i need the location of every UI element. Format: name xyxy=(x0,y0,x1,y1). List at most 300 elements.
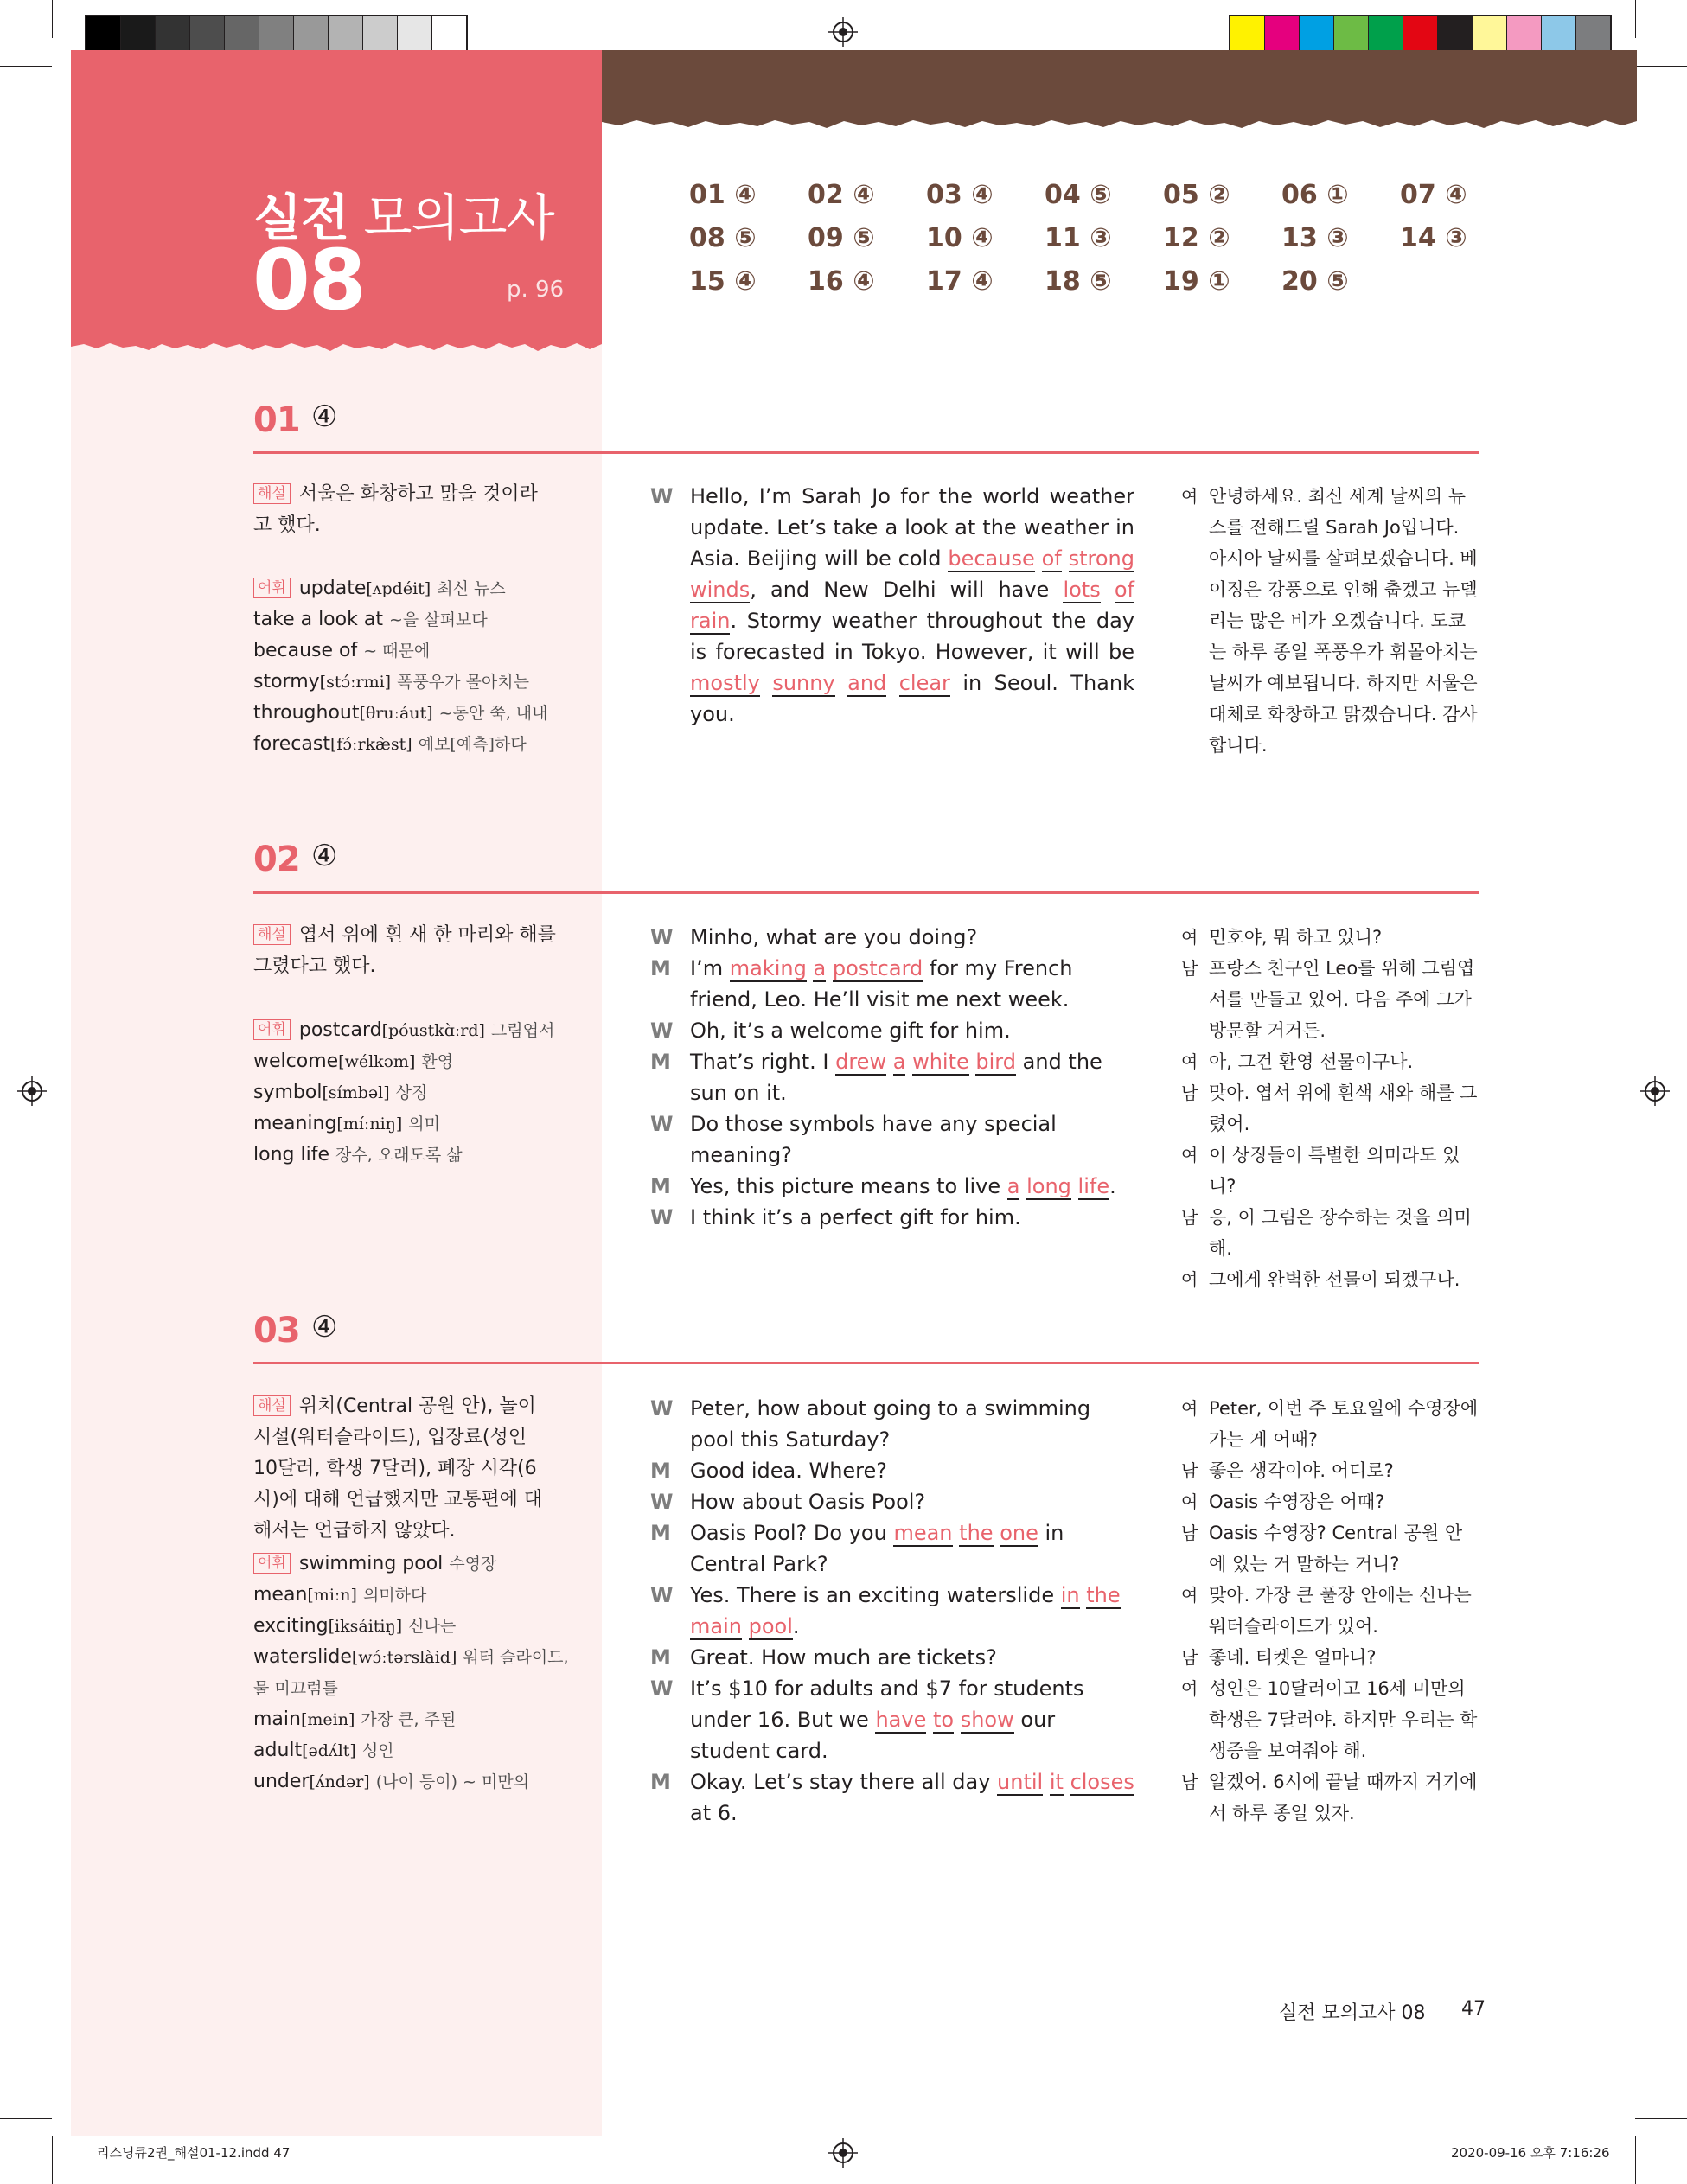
dialogue-body xyxy=(690,1015,1134,1046)
dialogue-body xyxy=(690,1455,1134,1486)
vocab-phonetic: [ʌ́ndər] xyxy=(309,1772,370,1791)
speaker-label: 남 xyxy=(1181,1523,1198,1543)
highlighted-phrase: rain xyxy=(690,609,731,633)
answer-key-item: 10 ④ xyxy=(926,223,994,253)
speaker-label: 남 xyxy=(1181,1460,1198,1481)
transcript-text: Peter, how about going to a swimming pool this Saturday? xyxy=(690,1396,1091,1452)
slug-date: 2020-09-16 오후 7:16:26 xyxy=(1451,2145,1610,2161)
vocab-item xyxy=(253,698,547,729)
vocab-item xyxy=(253,1611,456,1642)
transcript xyxy=(650,481,1134,730)
highlighted-phrase: a xyxy=(1006,1174,1020,1198)
speaker-label: W xyxy=(650,1676,674,1701)
transcript-text xyxy=(926,1708,933,1732)
translation-text: 맞아. 엽서 위에 흰색 새와 해를 그렸어. xyxy=(1209,1082,1478,1134)
transcript-text: . xyxy=(1109,1174,1116,1198)
transcript-text: and the sun on it. xyxy=(690,1050,1102,1105)
vocab-item xyxy=(253,1642,569,1673)
transcript-text: , and New Delhi will have xyxy=(750,578,1064,602)
vocab-meaning: 가장 큰, 주된 xyxy=(361,1710,457,1729)
dialogue-line xyxy=(650,1455,1134,1486)
highlighted-phrase: because xyxy=(948,546,1035,571)
highlighted-phrase: white xyxy=(912,1050,969,1074)
highlighted-phrase: long xyxy=(1026,1174,1071,1198)
translation xyxy=(1181,1393,1479,1829)
dialogue-body xyxy=(690,1171,1134,1202)
vocab-meaning: 성인 xyxy=(361,1741,394,1760)
question-number: 02 xyxy=(253,840,300,879)
translation-text: 이 상징들이 특별한 의미라도 있니? xyxy=(1209,1145,1460,1197)
vocab-word: main xyxy=(253,1708,301,1730)
speaker-label: W xyxy=(650,484,674,508)
highlighted-phrase: of xyxy=(1041,546,1062,571)
speaker-label: 여 xyxy=(1181,1269,1198,1290)
speaker-label: W xyxy=(650,1019,674,1043)
dialogue-line xyxy=(650,1171,1134,1202)
transcript-text: our student card. xyxy=(690,1708,1056,1763)
dialogue-line xyxy=(650,1486,1134,1517)
crop-mark xyxy=(1635,2118,1687,2119)
translation-text: 좋네. 티켓은 얼마니? xyxy=(1209,1647,1377,1668)
vocab-item xyxy=(253,1108,440,1140)
vocab-meaning: ~ 때문에 xyxy=(363,642,431,661)
translation-line xyxy=(1181,953,1479,1046)
transcript-text xyxy=(953,1521,960,1545)
translation-line xyxy=(1181,1393,1479,1455)
highlighted-phrase: mean xyxy=(893,1521,953,1545)
transcript-text: That’s right. I xyxy=(690,1050,836,1074)
question-number: 01 xyxy=(253,400,300,440)
transcript-text xyxy=(760,671,772,695)
vocab-phonetic: [mein] xyxy=(300,1710,355,1729)
color-swatch xyxy=(1369,16,1403,50)
transcript-text: Good idea. Where? xyxy=(690,1459,888,1483)
color-swatch xyxy=(121,16,156,50)
transcript-text xyxy=(835,671,847,695)
translation-line xyxy=(1181,1077,1479,1140)
transcript-text: Okay. Let’s stay there all day xyxy=(690,1770,998,1794)
highlighted-phrase: making xyxy=(729,956,807,980)
translation-line xyxy=(1181,1486,1479,1517)
vocab-word: meaning xyxy=(253,1113,337,1134)
vocab-meaning: 의미하다 xyxy=(362,1586,427,1605)
registration-mark-icon xyxy=(828,17,858,47)
speaker-label: 여 xyxy=(1181,486,1198,507)
running-title: 실전 모의고사 08 xyxy=(1279,2002,1426,2024)
section-rule xyxy=(253,891,1479,894)
transcript-text: in Seoul. Thank you. xyxy=(690,671,1134,726)
speaker-label: M xyxy=(650,1050,671,1074)
crop-mark xyxy=(52,2136,53,2184)
vocab-word: exciting xyxy=(253,1615,329,1637)
vocab-tag: 어휘 xyxy=(253,578,291,598)
vocab-item xyxy=(253,635,430,667)
transcript-text: Minho, what are you doing? xyxy=(690,925,978,949)
speaker-label: M xyxy=(650,1521,671,1545)
crop-mark xyxy=(1635,66,1687,67)
color-swatch xyxy=(1542,16,1576,50)
page-reference: p. 96 xyxy=(507,277,565,303)
translation-line xyxy=(1181,1140,1479,1202)
transcript-line xyxy=(650,481,1134,730)
answer-key-item: 08 ⑤ xyxy=(689,223,757,253)
color-swatch xyxy=(1473,16,1507,50)
header-brown-band xyxy=(602,50,1637,119)
dialogue-line xyxy=(650,1517,1134,1580)
vocab-meaning: (나이 등이) ~ 미만의 xyxy=(375,1772,530,1791)
color-swatch xyxy=(329,16,363,50)
highlighted-phrase: show xyxy=(960,1708,1014,1732)
dialogue-line xyxy=(650,1108,1134,1171)
dialogue-body xyxy=(690,1580,1134,1642)
explanation-text: 위치(Central 공원 안), 놀이 시설(워터슬라이드), 입장료(성인 10달러, 학생 7달러), 폐장 시각(6시)에 대해 언급했지만 교통편에 대해서는 언급하지 않았다. xyxy=(253,1395,543,1542)
transcript-text: I’m xyxy=(690,956,730,980)
vocab-word: because of xyxy=(253,640,358,661)
vocab-word: take a look at xyxy=(253,609,383,630)
vocab-phonetic: [póustkɑ̀ːrd] xyxy=(381,1021,485,1040)
color-swatch xyxy=(1334,16,1369,50)
vocab-word: throughout xyxy=(253,702,360,724)
highlighted-phrase: of xyxy=(1114,578,1134,602)
vocab-meaning: 상징 xyxy=(395,1083,428,1102)
dialogue-body xyxy=(690,1766,1134,1829)
vocab-item xyxy=(253,1549,496,1580)
transcript-text xyxy=(1101,578,1115,602)
color-swatch xyxy=(1265,16,1300,50)
dialogue-line xyxy=(650,1580,1134,1642)
translation-line xyxy=(1181,922,1479,953)
process-color-bar xyxy=(1229,15,1612,52)
transcript-text xyxy=(954,1708,961,1732)
vocab-phonetic: [miːn] xyxy=(307,1586,357,1605)
answer-key-item: 02 ④ xyxy=(808,180,875,210)
crop-mark xyxy=(1635,0,1636,38)
vocab-item xyxy=(253,1673,338,1704)
translation-text: 알겠어. 6시에 끝날 때까지 거기에서 하루 종일 있자. xyxy=(1209,1772,1478,1823)
answer-key-item: 06 ① xyxy=(1281,180,1349,210)
dialogue-line xyxy=(650,953,1134,1015)
translation-text: 좋은 생각이야. 어디로? xyxy=(1209,1460,1394,1481)
vocab-item xyxy=(253,667,529,698)
highlighted-phrase: main xyxy=(690,1614,742,1638)
vocab-phonetic: [míːniŋ] xyxy=(336,1114,403,1134)
vocab-meaning: ~동안 쭉, 내내 xyxy=(438,704,548,723)
dialogue-body xyxy=(690,1202,1134,1233)
color-swatch xyxy=(225,16,259,50)
answer-key-item: 13 ③ xyxy=(1281,223,1349,253)
vocab-meaning: ~을 살펴보다 xyxy=(388,610,488,629)
vocab-meaning: 예보[예측]하다 xyxy=(418,735,527,754)
color-swatch xyxy=(1300,16,1334,50)
transcript-text: . Stormy weather throughout the day is forecasted in Tokyo. However, it will be xyxy=(690,609,1134,664)
vocab-meaning: 워터 슬라이드, xyxy=(463,1648,569,1667)
vocab-item xyxy=(253,604,488,635)
speaker-label: W xyxy=(650,1583,674,1607)
vocab-tag: 어휘 xyxy=(253,1553,291,1574)
highlighted-phrase: pool xyxy=(748,1614,793,1638)
vocab-meaning: 그림엽서 xyxy=(490,1021,555,1040)
transcript-text xyxy=(1043,1770,1050,1794)
transcript-text xyxy=(1064,1770,1070,1794)
page-number: 47 xyxy=(1461,1998,1486,2020)
vocab-phonetic: [fɔ́ːrkæ̀st] xyxy=(329,735,412,754)
speaker-label: 여 xyxy=(1181,1145,1198,1165)
highlighted-phrase: the xyxy=(959,1521,994,1545)
vocab-meaning: 환영 xyxy=(421,1052,454,1071)
vocab-item xyxy=(253,729,527,760)
translation-line xyxy=(1181,1455,1479,1486)
speaker-label: W xyxy=(650,1112,674,1136)
highlighted-phrase: to xyxy=(932,1708,955,1732)
gray-color-bar xyxy=(85,15,468,52)
transcript-text xyxy=(1062,546,1069,571)
dialogue-line xyxy=(650,1673,1134,1766)
transcript-text: Oh, it’s a welcome gift for him. xyxy=(690,1019,1011,1043)
transcript xyxy=(650,1393,1134,1829)
translation-text: Peter, 이번 주 토요일에 수영장에 가는 게 어때? xyxy=(1209,1398,1479,1450)
answer-key-item: 18 ⑤ xyxy=(1045,266,1112,297)
transcript-text xyxy=(742,1614,749,1638)
speaker-label: 여 xyxy=(1181,1051,1198,1072)
translation-text: Oasis 수영장은 어때? xyxy=(1209,1491,1385,1512)
dialogue-body xyxy=(690,1517,1134,1580)
color-swatch xyxy=(190,16,225,50)
answer-key-item: 17 ④ xyxy=(926,266,994,297)
speaker-label: M xyxy=(650,956,671,980)
explanation-tag: 해설 xyxy=(253,1395,291,1416)
vocab-word: long life xyxy=(253,1144,329,1165)
highlighted-phrase: drew xyxy=(835,1050,887,1074)
highlighted-phrase: and xyxy=(847,671,887,695)
explanation xyxy=(253,920,556,982)
transcript-text: Hello, I’m Sarah Jo for the world weather update. Let’s take a look at the weather in Asia. Beijing will be cold xyxy=(690,484,1134,571)
transcript-text: . xyxy=(792,1614,800,1638)
translation-text: 그에게 완벽한 선물이 되겠구나. xyxy=(1209,1269,1460,1290)
transcript-text: Yes, this picture means to live xyxy=(690,1174,1007,1198)
color-swatch xyxy=(259,16,294,50)
transcript-text xyxy=(905,1050,912,1074)
speaker-label: M xyxy=(650,1645,671,1670)
translation-text: 아, 그건 환영 선물이구나. xyxy=(1209,1051,1414,1072)
registration-mark-icon xyxy=(1640,1076,1670,1106)
speaker-label: W xyxy=(650,1396,674,1421)
transcript-text: at 6. xyxy=(690,1801,738,1825)
section-rule xyxy=(253,451,1479,454)
color-swatch xyxy=(432,16,466,50)
highlighted-phrase: sunny xyxy=(772,671,835,695)
answer-key-item: 14 ③ xyxy=(1400,223,1467,253)
vocab-item xyxy=(253,1580,426,1611)
speaker-label: 남 xyxy=(1181,1207,1198,1228)
slug-file: 리스닝큐2권_해설01-12.indd 47 xyxy=(97,2145,291,2161)
question-answer: ④ xyxy=(311,399,338,434)
title-bold: 실전 xyxy=(253,188,349,247)
highlighted-phrase: strong xyxy=(1068,546,1134,571)
transcript-text xyxy=(1071,1174,1078,1198)
highlighted-phrase: life xyxy=(1077,1174,1110,1198)
dialogue-body xyxy=(690,1046,1134,1108)
answer-key-item: 15 ④ xyxy=(689,266,757,297)
dialogue-line xyxy=(650,1766,1134,1829)
answer-key-item: 07 ④ xyxy=(1400,180,1467,210)
highlighted-phrase: have xyxy=(875,1708,927,1732)
transcript-text: for my French friend, Leo. He’ll visit me next week. xyxy=(690,956,1073,1012)
vocab-word: welcome xyxy=(253,1050,339,1072)
dialogue-line xyxy=(650,1393,1134,1455)
transcript-text: It’s $10 for adults and $7 for students under 16. But we xyxy=(690,1676,1084,1732)
vocab-tag: 어휘 xyxy=(253,1019,291,1040)
vocab-meaning: 장수, 오래도록 삶 xyxy=(335,1146,463,1165)
transcript-text xyxy=(1019,1174,1026,1198)
vocab-word: stormy xyxy=(253,671,320,693)
vocab-word: swimming pool xyxy=(298,1553,444,1574)
transcript-text: Do those symbols have any special meaning? xyxy=(690,1112,1057,1167)
translation-line xyxy=(1181,1264,1479,1295)
highlighted-phrase: postcard xyxy=(832,956,923,980)
answer-key-item: 01 ④ xyxy=(689,180,757,210)
vocab-meaning: 최신 뉴스 xyxy=(437,579,506,598)
translation-text: 민호야, 뭐 하고 있니? xyxy=(1209,927,1383,948)
translation-line xyxy=(1181,1202,1479,1264)
answer-key-item: 09 ⑤ xyxy=(808,223,875,253)
speaker-label: 여 xyxy=(1181,1585,1198,1606)
transcript-text: Yes. There is an exciting waterslide xyxy=(690,1583,1061,1607)
color-swatch xyxy=(1403,16,1438,50)
explanation-text: 서울은 화창하고 맑을 것이라고 했다. xyxy=(253,483,538,536)
speaker-label: 여 xyxy=(1181,1398,1198,1419)
speaker-label: 남 xyxy=(1181,1772,1198,1792)
speaker-label: 남 xyxy=(1181,1082,1198,1103)
translation-line xyxy=(1181,1673,1479,1766)
vocab-word: update xyxy=(298,578,367,599)
test-number: 08 xyxy=(252,232,365,329)
highlighted-phrase: the xyxy=(1086,1583,1121,1607)
speaker-label: 남 xyxy=(1181,1647,1198,1668)
answer-key-item: 19 ① xyxy=(1163,266,1230,297)
translation-line xyxy=(1181,1766,1479,1829)
color-swatch xyxy=(294,16,329,50)
translation-line xyxy=(1181,1580,1479,1642)
section-rule xyxy=(253,1362,1479,1364)
vocab-phonetic: [iksáitiŋ] xyxy=(328,1617,403,1636)
dialogue-line xyxy=(650,922,1134,953)
vocab-phonetic: [stɔ́ːrmi] xyxy=(319,673,392,692)
crop-mark xyxy=(0,2118,52,2119)
vocab-item xyxy=(253,1015,554,1046)
vocab-item xyxy=(253,1046,453,1077)
color-swatch xyxy=(1230,16,1265,50)
speaker-label: 남 xyxy=(1181,958,1198,979)
explanation-tag: 해설 xyxy=(253,924,291,945)
transcript-text xyxy=(826,956,833,980)
vocab-phonetic: [ədʌ́lt] xyxy=(302,1741,356,1760)
dialogue-body xyxy=(690,953,1134,1015)
vocab-word: waterslide xyxy=(253,1646,352,1668)
explanation xyxy=(253,479,556,541)
speaker-label: W xyxy=(650,925,674,949)
translation-text: 안녕하세요. 최신 세계 날씨의 뉴스를 전해드릴 Sarah Jo입니다. 아시아 날씨를 살펴보겠습니다. 베이징은 강풍으로 인해 춥겠고 뉴델리는 많은 비가 오겠습니다. 도쿄는 하루 종일 폭풍우가 휘몰아치는 날씨가 예보됩니다. 하지만 서울은 대체로 화창하고 맑겠습니다. 감사합니다. xyxy=(1209,486,1478,756)
crop-mark xyxy=(1635,2136,1636,2184)
vocab-meaning: 폭풍우가 몰아치는 xyxy=(397,673,529,692)
crop-mark xyxy=(0,66,52,67)
answer-key-item: 03 ④ xyxy=(926,180,994,210)
speaker-label: 여 xyxy=(1181,927,1198,948)
highlighted-phrase: one xyxy=(1000,1521,1038,1545)
vocab-word: under xyxy=(253,1771,310,1792)
vocab-item xyxy=(253,1735,394,1766)
translation-text: 프랑스 친구인 Leo를 위해 그림엽서를 만들고 있어. 다음 주에 그가 방문할 거거든. xyxy=(1209,958,1475,1041)
dialogue-line xyxy=(650,1202,1134,1233)
color-swatch xyxy=(363,16,398,50)
dialogue-body xyxy=(690,1673,1134,1766)
highlighted-phrase: it xyxy=(1049,1770,1064,1794)
speaker-label: M xyxy=(650,1174,671,1198)
dialogue-body xyxy=(690,1486,1134,1517)
transcript-text: in Central Park? xyxy=(690,1521,1064,1576)
transcript-text: How about Oasis Pool? xyxy=(690,1490,926,1514)
dialogue-body xyxy=(690,1642,1134,1673)
transcript-text xyxy=(886,1050,893,1074)
title-light: 모의고사 xyxy=(363,188,554,247)
translation-text: 응, 이 그림은 장수하는 것을 의미해. xyxy=(1209,1207,1472,1259)
color-swatch xyxy=(398,16,432,50)
color-swatch xyxy=(1507,16,1542,50)
speaker-label: 여 xyxy=(1181,1491,1198,1512)
vocab-word: mean xyxy=(253,1584,308,1606)
vocab-meaning: 의미 xyxy=(408,1114,441,1134)
dialogue-line xyxy=(650,1015,1134,1046)
question-answer: ④ xyxy=(311,839,338,873)
transcript-text: Oasis Pool? Do you xyxy=(690,1521,894,1545)
explanation xyxy=(253,1391,556,1547)
vocab-item xyxy=(253,1140,463,1171)
highlighted-phrase: until xyxy=(997,1770,1044,1794)
translation-line xyxy=(1181,1046,1479,1077)
answer-key-item: 12 ② xyxy=(1163,223,1230,253)
vocab-phonetic: [ʌpdéit] xyxy=(366,579,431,598)
question-answer: ④ xyxy=(311,1310,338,1344)
registration-mark-icon xyxy=(17,1076,47,1106)
transcript-text xyxy=(886,671,898,695)
vocab-item xyxy=(253,573,506,604)
translation xyxy=(1181,481,1479,761)
vocab-word: postcard xyxy=(298,1019,382,1041)
registration-mark-icon xyxy=(828,2138,858,2168)
highlighted-phrase: a xyxy=(813,956,827,980)
vocab-meaning: 신나는 xyxy=(408,1617,457,1636)
vocab-phonetic: [wɔ́ːtərslàid] xyxy=(351,1648,457,1667)
highlighted-phrase: clear xyxy=(898,671,950,695)
vocab-item xyxy=(253,1704,456,1735)
crop-mark xyxy=(52,0,53,38)
translation-text: 성인은 10달러이고 16세 미만의 학생은 7달러야. 하지만 우리는 학생증을 보여줘야 해. xyxy=(1209,1678,1478,1761)
speaker-label: 여 xyxy=(1181,1678,1198,1699)
transcript-body xyxy=(690,481,1134,730)
vocab-word: adult xyxy=(253,1740,303,1761)
speaker-label: M xyxy=(650,1459,671,1483)
answer-key-item: 16 ④ xyxy=(808,266,875,297)
vocab-phonetic: [wélkəm] xyxy=(338,1052,416,1071)
question-number: 03 xyxy=(253,1311,300,1351)
dialogue-body xyxy=(690,922,1134,953)
speaker-label: M xyxy=(650,1770,671,1794)
speaker-label: W xyxy=(650,1205,674,1229)
answer-key-item: 11 ③ xyxy=(1045,223,1112,253)
highlighted-phrase: in xyxy=(1060,1583,1080,1607)
answer-key-item: 20 ⑤ xyxy=(1281,266,1349,297)
transcript-text: I think it’s a perfect gift for him. xyxy=(690,1205,1021,1229)
answer-key-item: 04 ⑤ xyxy=(1045,180,1112,210)
